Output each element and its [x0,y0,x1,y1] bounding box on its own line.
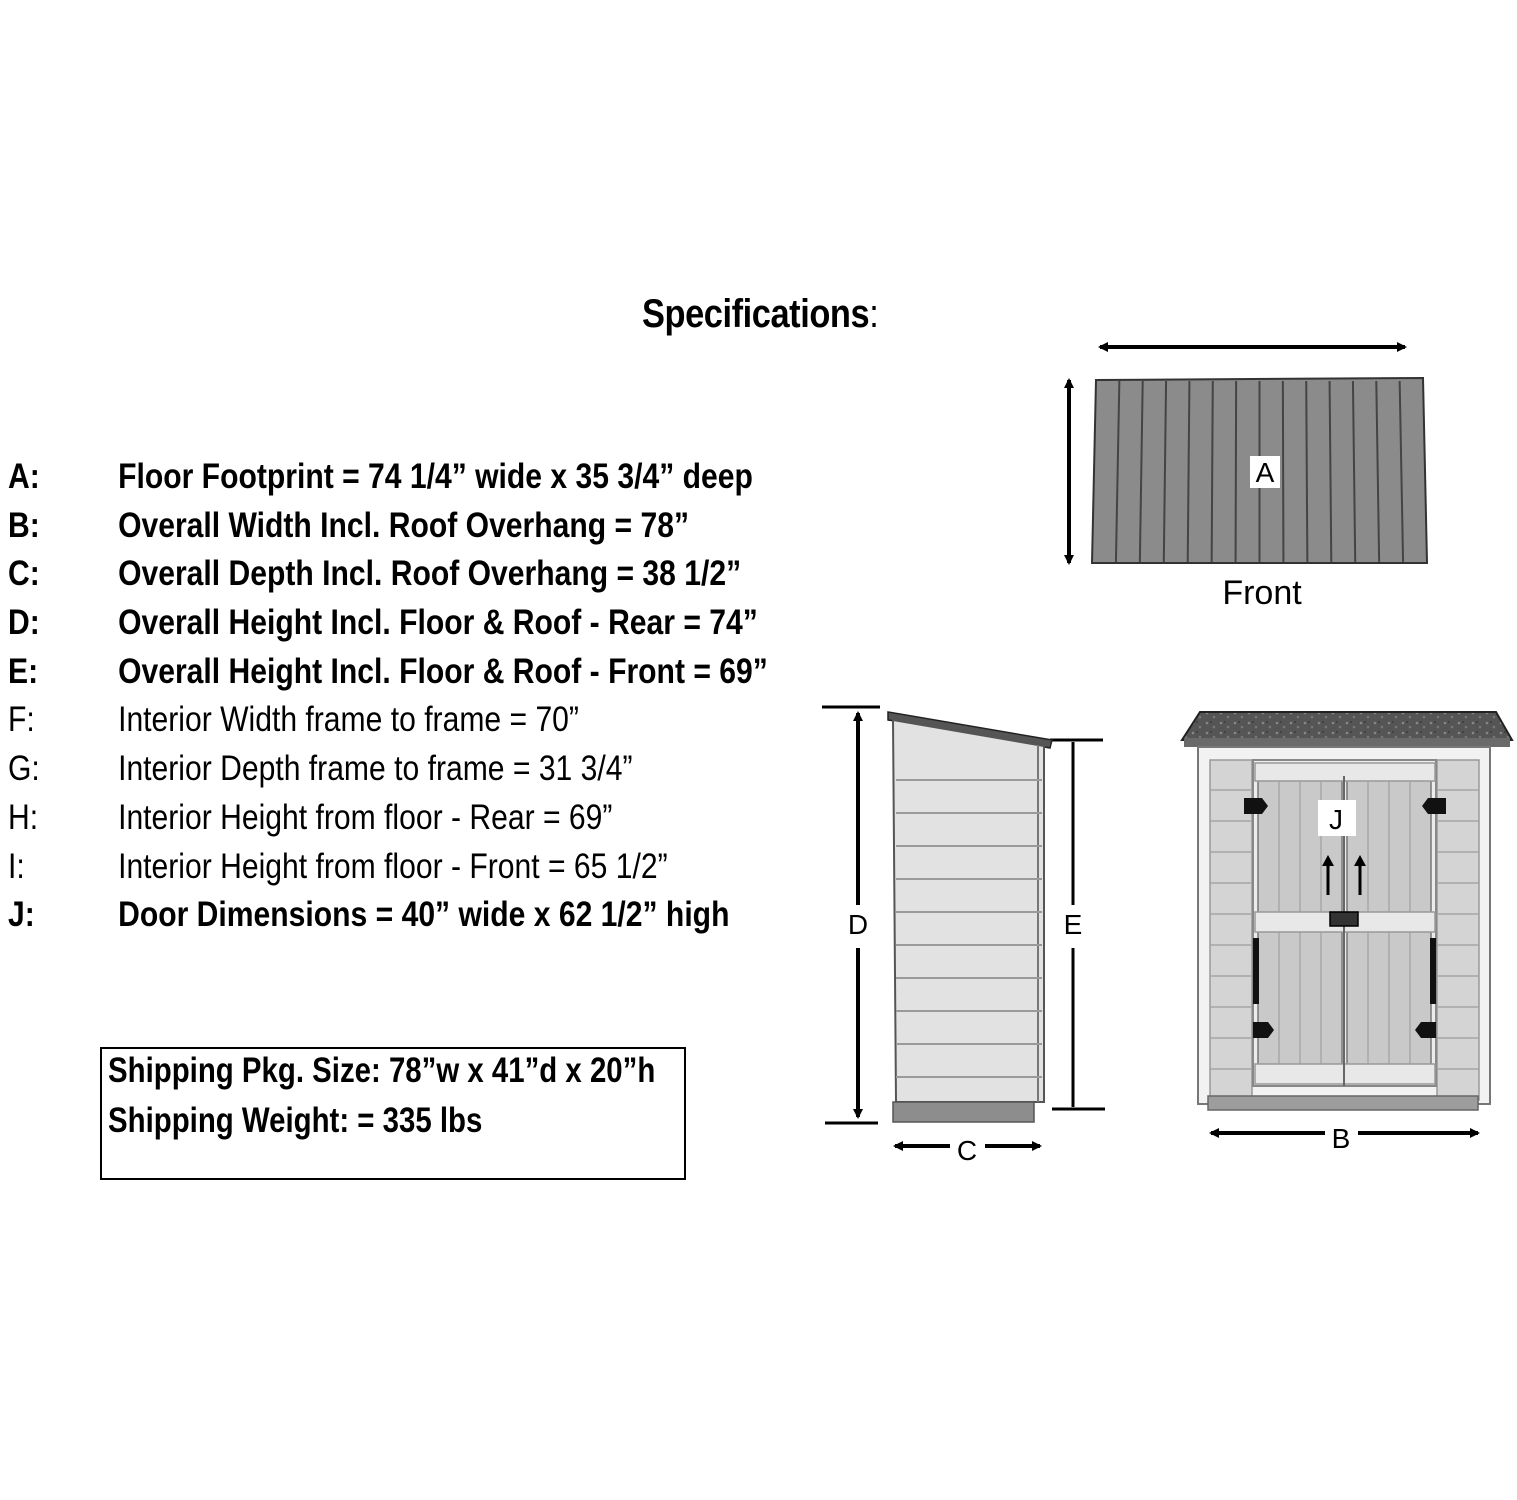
label-e: E [1063,909,1083,940]
shipping-size: Shipping Pkg. Size: 78”w x 41”d x 20”h [108,1051,656,1090]
side-latch-right [1430,938,1436,1004]
side-base [893,1102,1034,1122]
spec-key: D: [8,603,40,643]
spec-text: Overall Height Incl. Floor & Roof - Rear = 74” [118,603,758,643]
shipping-weight: Shipping Weight: = 335 lbs [108,1101,483,1140]
floor-board-seam [1212,381,1213,562]
spec-key: A: [8,457,40,496]
spec-key: G: [8,749,40,789]
label-c: C [956,1135,978,1166]
spec-text: Interior Height from floor - Front = 65 1/2” [118,846,668,886]
label-j: J [1329,804,1343,835]
spec-key: H: [8,797,39,837]
spec-key: B: [8,505,40,545]
label-d: D [847,909,869,940]
front-caption: Front [1222,574,1302,612]
spec-key: F: [8,700,35,740]
spec-text: Door Dimensions = 40” wide x 62 1/2” high [118,895,730,935]
hasp-lock-icon [1330,912,1358,926]
spec-text: Interior Depth frame to frame = 31 3/4” [118,749,633,789]
label-b: B [1331,1123,1351,1154]
spec-text: Overall Depth Incl. Roof Overhang = 38 1/2” [118,554,742,594]
front-base [1208,1096,1478,1110]
spec-key: J: [8,895,35,935]
spec-text: Overall Width Incl. Roof Overhang = 78” [118,505,689,545]
spec-key: I: [8,846,25,886]
page-title: Specifications: [642,292,879,336]
spec-key: E: [8,651,39,691]
floor-board-seam [1283,381,1284,562]
top-view [1069,347,1427,612]
front-view [1182,712,1512,1154]
spec-text: Overall Height Incl. Floor & Roof - Front = 69” [118,651,768,691]
floor-board-seam [1306,381,1307,562]
side-view [822,707,1105,1166]
spec-key: C: [8,554,40,594]
front-roof [1182,712,1512,740]
floor-board-seam [1236,381,1237,562]
spec-text: Floor Footprint = 74 1/4” wide x 35 3/4” deep [118,457,753,496]
roof-fascia [1184,738,1510,747]
spec-text: Interior Height from floor - Rear = 69” [118,797,613,837]
label-a: A [1255,457,1275,488]
spec-text: Interior Width frame to frame = 70” [118,700,579,740]
side-latch-left [1253,938,1259,1004]
